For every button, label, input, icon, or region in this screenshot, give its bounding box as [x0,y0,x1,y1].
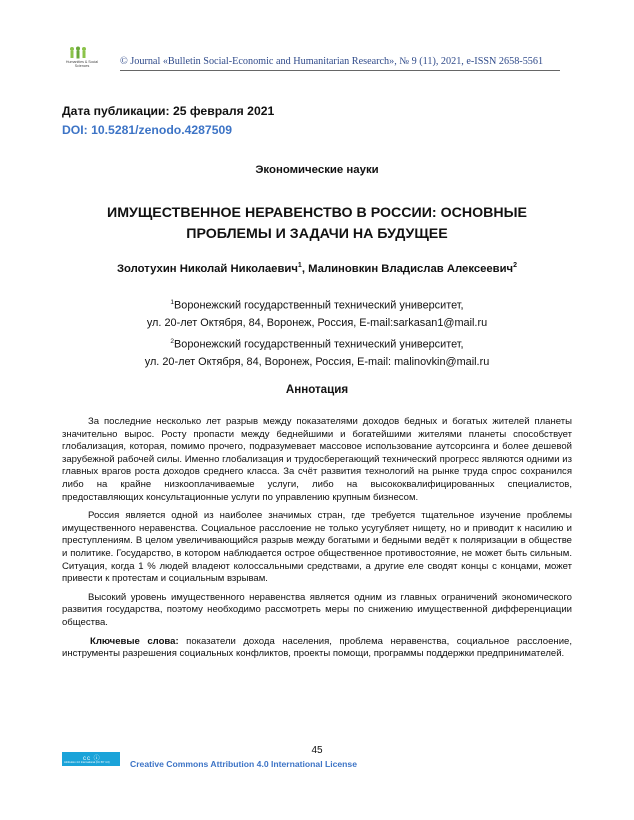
abstract-paragraph: Высокий уровень имущественного неравенства является одним из главных ограничений экономического развития государства, поэтому необходимо рассмотреть меры по снижению имущественной дифференциации общества. [62,591,572,628]
header-divider [120,70,560,71]
affiliation-org-text: Воронежский государственный технический университет, [174,299,464,312]
keywords [62,636,572,661]
subject-category: Экономические науки [255,164,379,176]
journal-citation: © Journal «Bulletin Social-Economic and Humanitarian Research», № 9 (11), 2021, e-ISSN 2658-5561 [120,56,544,67]
affiliation-org [0,294,634,315]
doi-link[interactable]: DOI: 10.5281/zenodo.4287509 [62,123,233,137]
author-name: Золотухин Николай Николаевич [116,262,298,275]
author-separator: , [301,262,309,275]
cc-badge-caption: Attribution 4.0 International (CC BY 4.0) [64,761,110,764]
people-logo-icon [58,46,98,60]
publication-date: Дата публикации: 25 февраля 2021 [62,104,275,118]
affiliation-org-text: Воронежский государственный технический университет, [174,338,464,351]
abstract-heading: Аннотация [285,383,349,396]
journal-header [58,46,558,72]
affiliation-org [0,333,634,354]
license-link[interactable]: Creative Commons Attribution 4.0 International License [130,759,357,769]
keywords-text: показатели дохода населения, проблема неравенства, социальное расслоение, инструменты разрешения социальных конфликтов, проекты помощи, программы поддержки предпринимателей. [62,635,572,660]
abstract-paragraph: Россия является одной из наиболее значимых стран, где требуется тщательное изучение проблемы имущественного неравенства. Социальное расслоение не только усугубляет нищету, но и приводит к насилию и преступлениям. В целом увеличивающийся разрыв между богатыми и бедными ведёт к поляризации в обществе и политике. Государство, в котором наблюдается острое общественное противостояние, не может быть сильным. Ситуация, когда 1 % людей владеют колоссальными средствами, а другие еле сводят концы с концами, может привести к протестам и социальным взрывам. [62,510,572,585]
author-line [0,262,634,275]
author-affil-mark: 2 [513,262,518,269]
affiliation-address: ул. 20-лет Октября, 84, Воронеж, Россия, E-mail: malinovkin@mail.ru [144,355,490,368]
abstract-body [62,416,572,667]
page-number: 45 [311,745,323,756]
author-affil-mark: 1 [297,262,302,269]
affiliation-mark: 1 [170,299,175,306]
logo-caption: Humanities & Social Sciences [65,60,99,68]
author-name: Малиновкин Владислав Алексеевич [308,262,514,275]
article-title: ИМУЩЕСТВЕННОЕ НЕРАВЕНСТВО В РОССИИ: ОСНОВНЫЕ ПРОБЛЕМЫ И ЗАДАЧИ НА БУДУЩЕЕ [107,205,527,242]
keywords-label: Ключевые слова: [90,635,179,647]
abstract-paragraph: За последние несколько лет разрыв между показателями доходов бедных и богатых жителей планеты значительно вырос. Росту пропасти между беднейшими и богатейшими жителями планеты способствует глобализация, которая, помимо прочего, подразумевает массовое использование аутсорсинга и более дешевой зарубежной рабочей силы. Именно глобализация и трудосберегающий технический прогресс являются одними из главных врагов роста доходов среднего класса. За счёт развития технологий на рынке труда спрос сохранился либо на крайне низкооплачиваемые услуги, либо на высококвалифицированных специалистов, предоставляющих консультационные услуги по управлению крупным бизнесом. [62,416,572,503]
cc-license-badge[interactable] [62,752,120,766]
cc-by-icon: cc ⓘ [83,756,101,762]
affiliation-mark: 2 [170,337,175,345]
affiliations [0,294,634,371]
affiliation-address: ул. 20-лет Октября, 84, Воронеж, Россия, E-mail:sarkasan1@mail.ru [146,317,488,330]
